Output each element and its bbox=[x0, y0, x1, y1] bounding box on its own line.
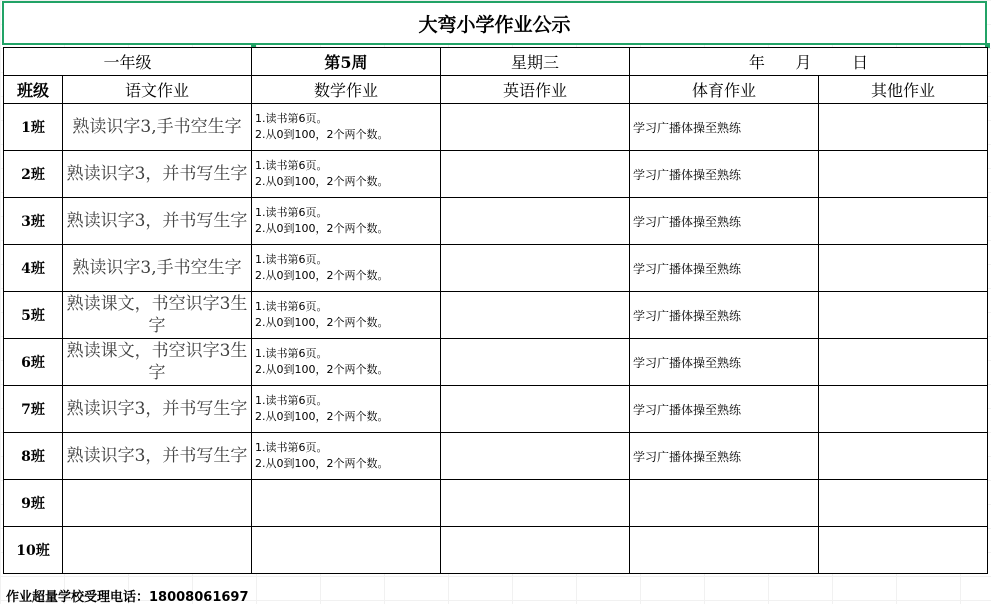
table-row bbox=[4, 198, 988, 245]
table-row bbox=[4, 386, 988, 433]
month-label: 月 bbox=[795, 53, 812, 72]
math-homework-line: 1.读书第6页。 bbox=[255, 253, 328, 266]
weekday-cell[interactable]: 星期三 bbox=[441, 48, 630, 76]
class-cell[interactable]: 4班 bbox=[4, 245, 63, 292]
math-homework-line: 2.从0到100，2个两个数。 bbox=[255, 175, 389, 188]
header-english[interactable]: 英语作业 bbox=[441, 76, 630, 104]
chinese-homework-cell[interactable]: 熟读识字3，并书写生字 bbox=[63, 386, 252, 433]
english-homework-cell[interactable] bbox=[441, 433, 630, 480]
english-homework-cell[interactable] bbox=[441, 527, 630, 574]
english-homework-cell[interactable] bbox=[441, 292, 630, 339]
math-homework-line: 1.读书第6页。 bbox=[255, 112, 328, 125]
pe-homework-cell[interactable]: 学习广播体操至熟练 bbox=[630, 245, 819, 292]
math-homework-line: 2.从0到100，2个两个数。 bbox=[255, 128, 389, 141]
header-row bbox=[4, 76, 988, 104]
pe-homework-cell[interactable]: 学习广播体操至熟练 bbox=[630, 433, 819, 480]
class-cell[interactable]: 7班 bbox=[4, 386, 63, 433]
other-homework-cell[interactable] bbox=[819, 386, 988, 433]
table-row bbox=[4, 104, 988, 151]
math-homework-cell[interactable] bbox=[252, 433, 441, 480]
pe-homework-cell[interactable] bbox=[630, 480, 819, 527]
pe-homework-cell[interactable]: 学习广播体操至熟练 bbox=[630, 386, 819, 433]
math-homework-line: 2.从0到100，2个两个数。 bbox=[255, 222, 389, 235]
math-homework-cell[interactable] bbox=[252, 104, 441, 151]
english-homework-cell[interactable] bbox=[441, 104, 630, 151]
header-other[interactable]: 其他作业 bbox=[819, 76, 988, 104]
header-chinese[interactable]: 语文作业 bbox=[63, 76, 252, 104]
other-homework-cell[interactable] bbox=[819, 198, 988, 245]
table-row bbox=[4, 433, 988, 480]
complaint-phone-note: 作业超量学校受理电话：18008061697 bbox=[6, 590, 249, 605]
year-label: 年 bbox=[748, 53, 765, 72]
english-homework-cell[interactable] bbox=[441, 480, 630, 527]
math-homework-line: 1.读书第6页。 bbox=[255, 394, 328, 407]
header-math[interactable]: 数学作业 bbox=[252, 76, 441, 104]
table-row bbox=[4, 527, 988, 574]
class-cell[interactable]: 3班 bbox=[4, 198, 63, 245]
pe-homework-cell[interactable]: 学习广播体操至熟练 bbox=[630, 104, 819, 151]
math-homework-cell[interactable] bbox=[252, 292, 441, 339]
class-cell[interactable]: 8班 bbox=[4, 433, 63, 480]
class-cell[interactable]: 6班 bbox=[4, 339, 63, 386]
pe-homework-cell[interactable] bbox=[630, 527, 819, 574]
math-homework-line: 1.读书第6页。 bbox=[255, 300, 328, 313]
class-cell[interactable]: 10班 bbox=[4, 527, 63, 574]
class-cell[interactable]: 9班 bbox=[4, 480, 63, 527]
math-homework-line: 2.从0到100，2个两个数。 bbox=[255, 269, 389, 282]
other-homework-cell[interactable] bbox=[819, 480, 988, 527]
math-homework-line: 2.从0到100，2个两个数。 bbox=[255, 316, 389, 329]
pe-homework-cell[interactable]: 学习广播体操至熟练 bbox=[630, 292, 819, 339]
table-row bbox=[4, 339, 988, 386]
english-homework-cell[interactable] bbox=[441, 339, 630, 386]
date-cell[interactable] bbox=[630, 48, 988, 76]
chinese-homework-cell[interactable]: 熟读识字3，并书写生字 bbox=[63, 433, 252, 480]
other-homework-cell[interactable] bbox=[819, 433, 988, 480]
table-row bbox=[4, 292, 988, 339]
other-homework-cell[interactable] bbox=[819, 151, 988, 198]
pe-homework-cell[interactable]: 学习广播体操至熟练 bbox=[630, 151, 819, 198]
pe-homework-cell[interactable]: 学习广播体操至熟练 bbox=[630, 198, 819, 245]
math-homework-cell[interactable] bbox=[252, 151, 441, 198]
grade-cell[interactable]: 一年级 bbox=[4, 48, 252, 76]
info-row bbox=[4, 48, 988, 76]
day-label: 日 bbox=[852, 53, 869, 72]
chinese-homework-cell[interactable]: 熟读课文，书空识字3生字 bbox=[63, 292, 252, 339]
selected-title-cell[interactable] bbox=[2, 1, 987, 45]
week-cell[interactable]: 第5周 bbox=[252, 48, 441, 76]
math-homework-cell[interactable] bbox=[252, 198, 441, 245]
math-homework-cell[interactable] bbox=[252, 339, 441, 386]
sheet-title: 大弯小学作业公示 bbox=[418, 13, 571, 36]
chinese-homework-cell[interactable]: 熟读识字3，并书写生字 bbox=[63, 198, 252, 245]
homework-table bbox=[3, 47, 988, 574]
english-homework-cell[interactable] bbox=[441, 386, 630, 433]
class-cell[interactable]: 5班 bbox=[4, 292, 63, 339]
chinese-homework-cell[interactable]: 熟读识字3，并书写生字 bbox=[63, 151, 252, 198]
header-pe[interactable]: 体育作业 bbox=[630, 76, 819, 104]
english-homework-cell[interactable] bbox=[441, 151, 630, 198]
math-homework-line: 2.从0到100，2个两个数。 bbox=[255, 363, 389, 376]
other-homework-cell[interactable] bbox=[819, 104, 988, 151]
english-homework-cell[interactable] bbox=[441, 245, 630, 292]
pe-homework-cell[interactable]: 学习广播体操至熟练 bbox=[630, 339, 819, 386]
math-homework-line: 1.读书第6页。 bbox=[255, 206, 328, 219]
english-homework-cell[interactable] bbox=[441, 198, 630, 245]
chinese-homework-cell[interactable] bbox=[63, 527, 252, 574]
other-homework-cell[interactable] bbox=[819, 339, 988, 386]
class-cell[interactable]: 2班 bbox=[4, 151, 63, 198]
math-homework-line: 1.读书第6页。 bbox=[255, 441, 328, 454]
other-homework-cell[interactable] bbox=[819, 527, 988, 574]
chinese-homework-cell[interactable]: 熟读课文，书空识字3生字 bbox=[63, 339, 252, 386]
math-homework-cell[interactable] bbox=[252, 527, 441, 574]
math-homework-line: 2.从0到100，2个两个数。 bbox=[255, 457, 389, 470]
other-homework-cell[interactable] bbox=[819, 292, 988, 339]
chinese-homework-cell[interactable] bbox=[63, 480, 252, 527]
math-homework-cell[interactable] bbox=[252, 386, 441, 433]
table-row bbox=[4, 245, 988, 292]
table-row bbox=[4, 480, 988, 527]
table-row bbox=[4, 151, 988, 198]
other-homework-cell[interactable] bbox=[819, 245, 988, 292]
math-homework-cell[interactable] bbox=[252, 245, 441, 292]
math-homework-line: 1.读书第6页。 bbox=[255, 159, 328, 172]
math-homework-cell[interactable] bbox=[252, 480, 441, 527]
math-homework-line: 1.读书第6页。 bbox=[255, 347, 328, 360]
chinese-homework-cell[interactable]: 熟读识字3,手书空生字 bbox=[63, 104, 252, 151]
math-homework-line: 2.从0到100，2个两个数。 bbox=[255, 410, 389, 423]
chinese-homework-cell[interactable]: 熟读识字3,手书空生字 bbox=[63, 245, 252, 292]
class-cell[interactable]: 1班 bbox=[4, 104, 63, 151]
header-class[interactable]: 班级 bbox=[4, 76, 63, 104]
